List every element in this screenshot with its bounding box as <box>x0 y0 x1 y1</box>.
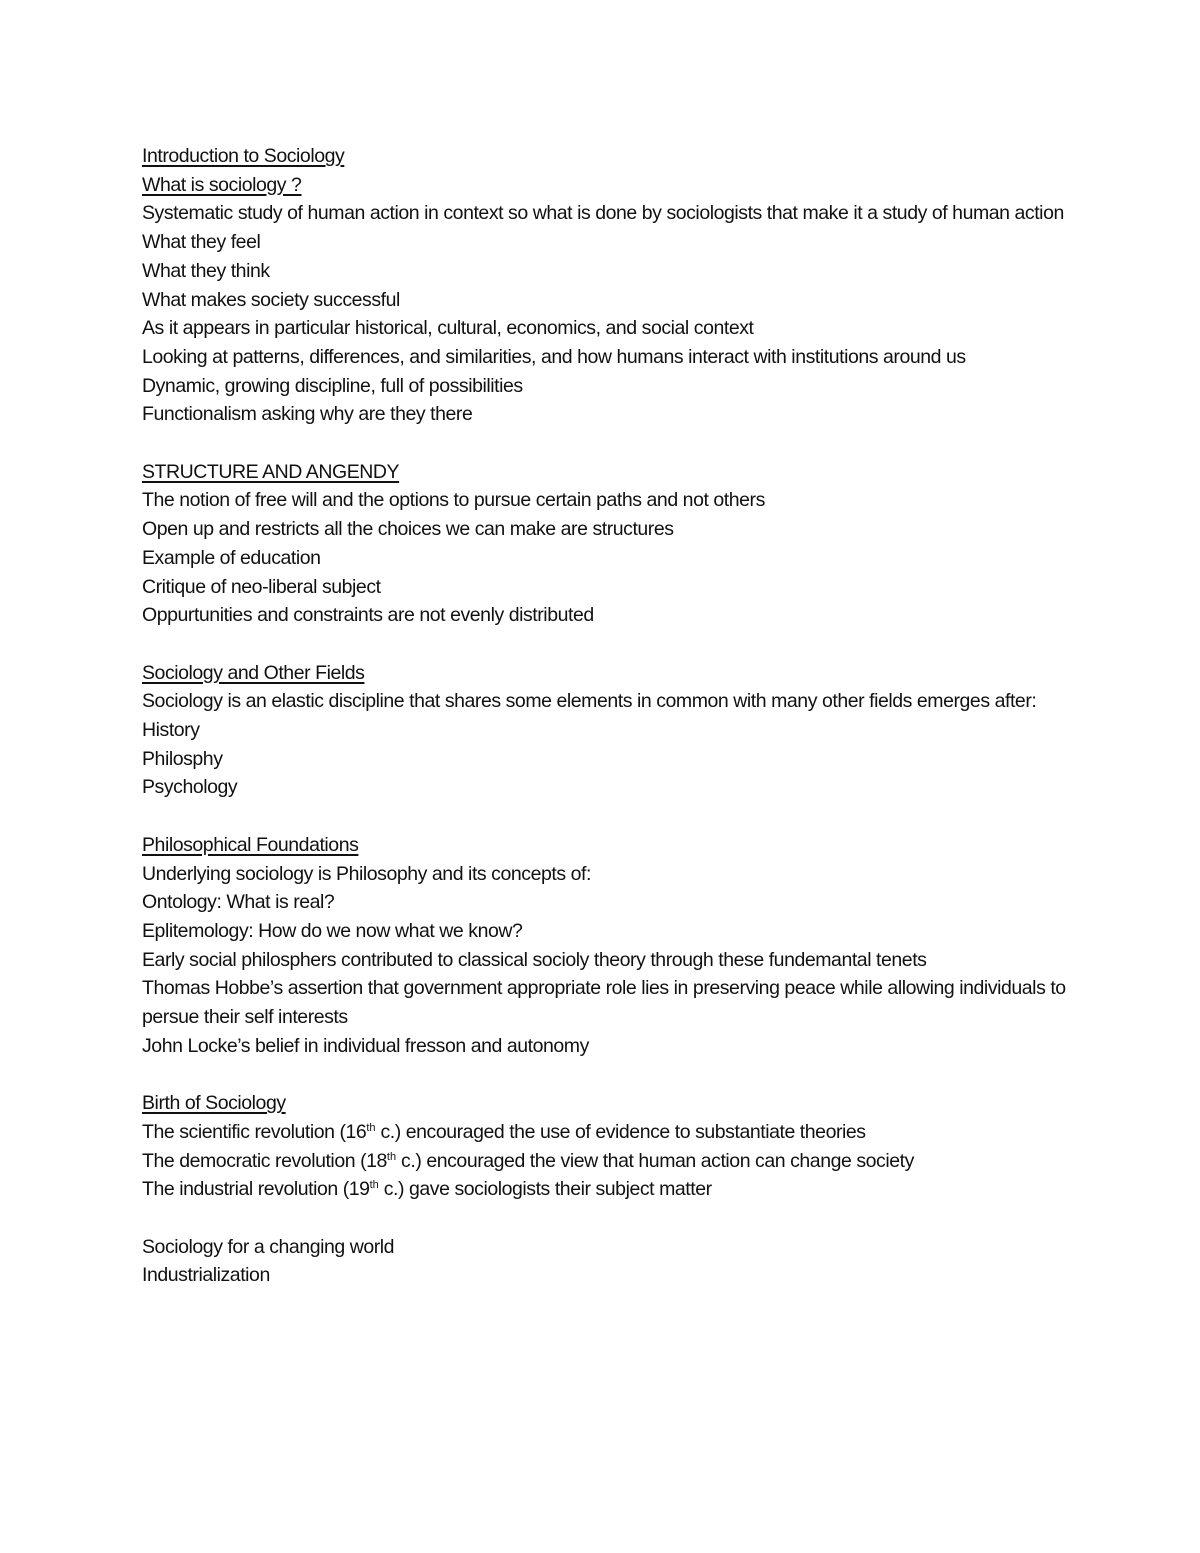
text-line: Example of education <box>142 546 321 569</box>
ordinal-suffix: th <box>366 1121 376 1134</box>
document-page <box>142 142 1077 1290</box>
section-subheading: What is sociology ? <box>142 173 302 196</box>
text-line: Dynamic, growing discipline, full of possibilities <box>142 374 523 397</box>
section-birth-of-sociology <box>142 1089 1077 1204</box>
text-line: Industrialization <box>142 1264 270 1287</box>
section-heading: Sociology and Other Fields <box>142 661 365 684</box>
section-philosophical-foundations <box>142 831 1077 1061</box>
text-line: History <box>142 719 200 742</box>
text-line: The notion of free will and the options to pursue certain paths and not others <box>142 489 765 512</box>
text-line: Sociology is an elastic discipline that shares some elements in common with many other fields emerges after: <box>142 690 1037 713</box>
text-line: Psychology <box>142 776 238 799</box>
text-line: John Locke’s belief in individual fresson and autonomy <box>142 1034 589 1057</box>
revolution-line <box>142 1118 1077 1147</box>
revolution-text: The scientific revolution (16 <box>142 1120 367 1143</box>
text-line: Systematic study of human action in context so what is done by sociologists that make it a study of human action <box>142 202 1064 225</box>
text-line: What makes society successful <box>142 288 400 311</box>
text-line: Thomas Hobbe’s assertion that government appropriate role lies in preserving peace while allowing individuals to persue their self interests <box>142 977 1066 1029</box>
revolution-text: c.) encouraged the use of evidence to substantiate theories <box>375 1120 866 1143</box>
revolution-text: c.) encouraged the view that human action can change society <box>396 1149 914 1172</box>
text-line: Looking at patterns, differences, and similarities, and how humans interact with institutions around us <box>142 345 966 368</box>
revolution-line <box>142 1147 1077 1176</box>
text-line: Open up and restricts all the choices we can make are structures <box>142 518 674 541</box>
section-heading: STRUCTURE AND ANGENDY <box>142 460 400 483</box>
text-line: Philosphy <box>142 747 223 770</box>
revolution-line <box>142 1175 1077 1204</box>
section-other-fields <box>142 659 1077 803</box>
section-introduction <box>142 142 1077 429</box>
text-line: Early social philosphers contributed to classical socioly theory through these fundemantal tenets <box>142 948 927 971</box>
ordinal-suffix: th <box>386 1150 397 1163</box>
text-line: Eplitemology: How do we now what we know? <box>142 919 523 942</box>
ordinal-suffix: th <box>369 1179 379 1192</box>
text-line: What they think <box>142 259 270 282</box>
section-heading: Birth of Sociology <box>142 1092 286 1115</box>
section-heading: Sociology for a changing world <box>142 1235 395 1258</box>
revolution-text: The industrial revolution (19 <box>142 1178 370 1201</box>
text-line: Functionalism asking why are they there <box>142 403 473 426</box>
text-line: What they feel <box>142 231 261 254</box>
section-heading: Philosophical Foundations <box>142 833 359 856</box>
revolution-text: The democratic revolution (18 <box>142 1149 387 1172</box>
text-line: Critique of neo-liberal subject <box>142 575 381 598</box>
text-line: Underlying sociology is Philosophy and its concepts of: <box>142 862 591 885</box>
section-changing-world <box>142 1233 1077 1290</box>
section-heading: Introduction to Sociology <box>142 145 345 167</box>
text-line: Ontology: What is real? <box>142 891 335 914</box>
text-line: As it appears in particular historical, cultural, economics, and social context <box>142 317 754 340</box>
text-line: Oppurtunities and constraints are not evenly distributed <box>142 604 594 627</box>
revolution-text: c.) gave sociologists their subject matter <box>378 1178 712 1201</box>
section-structure-agency <box>142 458 1077 630</box>
